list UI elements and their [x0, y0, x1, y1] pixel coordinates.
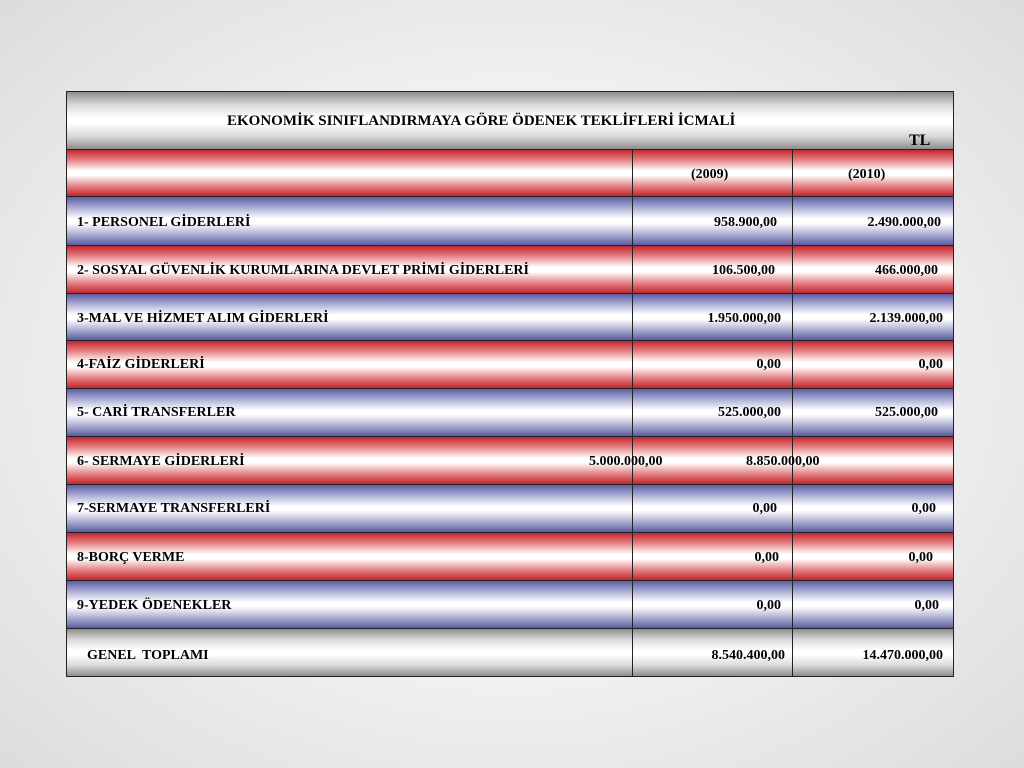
table-row: [67, 436, 953, 484]
table-row: [67, 580, 953, 628]
row-value-2010: 0,00: [911, 501, 936, 516]
row-value-2009: 525.000,00: [718, 405, 781, 420]
row-value-2009: 0,00: [754, 550, 779, 565]
row-label: 9-YEDEK ÖDENEKLER: [77, 598, 232, 613]
header-row: [67, 149, 953, 196]
row-value-2009: 106.500,00: [712, 263, 775, 278]
header-2010: (2010): [848, 167, 886, 182]
row-label: 1- PERSONEL GİDERLERİ: [77, 215, 251, 230]
row-label: 2- SOSYAL GÜVENLİK KURUMLARINA DEVLET PRİMİ GİDERLERİ: [77, 263, 529, 278]
total-label: GENEL TOPLAMI: [87, 648, 209, 663]
header-2009: (2009): [691, 167, 729, 182]
row-label: 5- CARİ TRANSFERLER: [77, 405, 236, 420]
budget-table: [66, 91, 954, 677]
row-value-2009: 0,00: [756, 357, 781, 372]
table-row: [67, 245, 953, 293]
row-value-2010: 2.139.000,00: [869, 311, 943, 326]
row-label: 3-MAL VE HİZMET ALIM GİDERLERİ: [77, 311, 329, 326]
row-value-2009: 0,00: [752, 501, 777, 516]
total-row: [67, 628, 953, 676]
table-row: [67, 196, 953, 245]
row-value-2010: 0,00: [914, 598, 939, 613]
row-label: 6- SERMAYE GİDERLERİ: [77, 454, 245, 469]
row-value-2009: 0,00: [756, 598, 781, 613]
row-value-2010: 525.000,00: [875, 405, 938, 420]
row-value-2009: 958.900,00: [714, 215, 777, 230]
row-label: 8-BORÇ VERME: [77, 550, 185, 565]
row-value-2010: 466.000,00: [875, 263, 938, 278]
table-row: [67, 340, 953, 388]
unit-label: TL: [909, 132, 931, 149]
row-value-2010: 2.490.000,00: [867, 215, 941, 230]
row-value-2009: 1.950.000,00: [707, 311, 781, 326]
table-row: [67, 484, 953, 532]
table-row: [67, 388, 953, 436]
row-value-2010: 0,00: [908, 550, 933, 565]
row-label: 7-SERMAYE TRANSFERLERİ: [77, 501, 271, 516]
title-row: [67, 92, 953, 149]
row-label: 4-FAİZ GİDERLERİ: [77, 357, 205, 372]
table-title: EKONOMİK SINIFLANDIRMAYA GÖRE ÖDENEK TEKLİFLERİ İCMALİ: [227, 113, 736, 129]
row-value-2010: 8.850.000,00: [746, 454, 820, 469]
table-row: [67, 293, 953, 340]
row-value-2010: 0,00: [918, 357, 943, 372]
total-value-2009: 8.540.400,00: [711, 648, 785, 663]
table-row: [67, 532, 953, 580]
row-value-2009: 5.000.000,00: [589, 454, 663, 469]
total-value-2010: 14.470.000,00: [862, 648, 943, 663]
